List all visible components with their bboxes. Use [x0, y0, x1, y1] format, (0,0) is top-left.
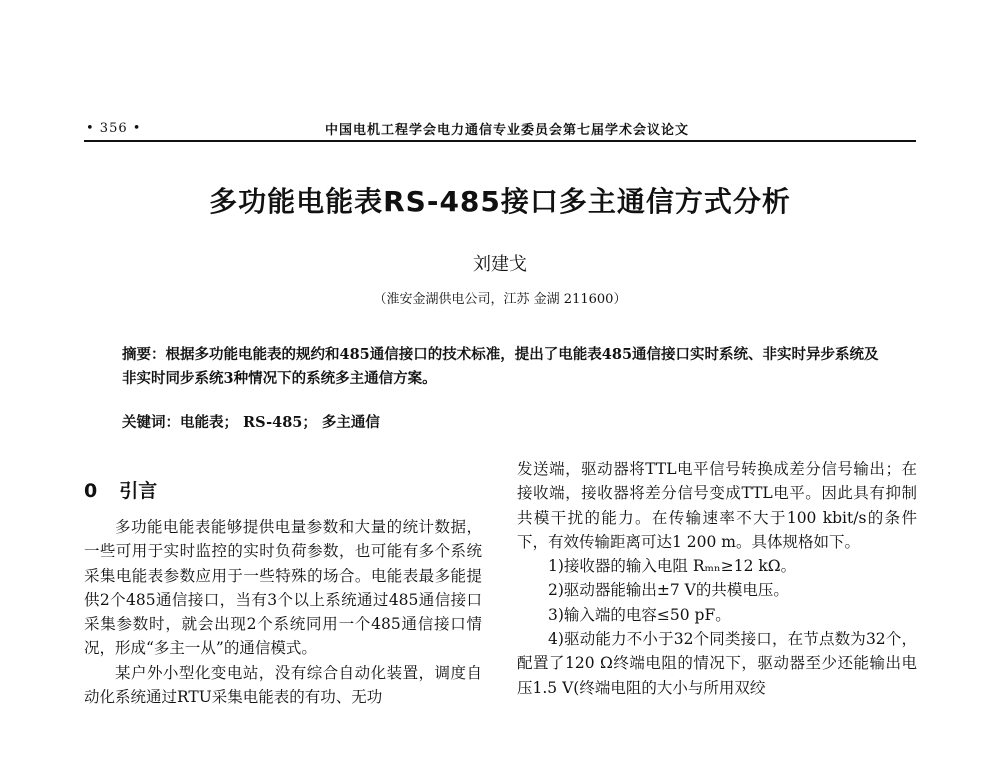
conference-header: 中国电机工程学会电力通信专业委员会第七届学术会议论文	[325, 123, 690, 138]
left-column	[84, 515, 482, 709]
rs485-paragraph: 发送端，驱动器将TTL电平信号转换成差分信号输出；在接收端，接收器将差分信号变成TTL电平。因此具有抑制共模干扰的能力。在传输速率不大于100 kbit/s的条件下，有效传输距离可达1 200 m。具体规格如下。	[517, 460, 917, 551]
header-rule	[84, 140, 916, 142]
author: 刘建戈	[473, 254, 527, 275]
abstract-text: 根据多功能电能表的规约和485通信接口的技术标准，提出了电能表485通信接口实时系统、非实时异步系统及非实时同步系统3种情况下的系统多主通信方案。	[122, 346, 879, 387]
spec-item-3: 3)输入端的电容≤50 pF。	[548, 605, 731, 624]
section-title: 引言	[119, 480, 158, 502]
paper-title: 多功能电能表RS-485接口多主通信方式分析	[209, 185, 791, 218]
right-column	[517, 457, 917, 700]
spec-item-4: 4)驱动能力不小于32个同类接口，在节点数为32个，配置了120 Ω终端电阻的情况下，驱动器至少还能输出电压1.5 V(终端电阻的大小与所用双绞	[517, 630, 917, 697]
keywords	[122, 411, 882, 432]
keywords-label: 关键词：	[122, 415, 180, 431]
intro-paragraph-1: 多功能电能表能够提供电量参数和大量的统计数据，一些可用于实时监控的实时负荷参数，也可能有多个系统采集电能表参数应用于一些特殊的场合。电能表最多能提供2个485通信接口，当有3个以上系统通过485通信接口采集参数时，就会出现2个系统同用一个485通信接口情况，形成“多主一从”的通信模式。	[84, 518, 482, 658]
affiliation: （淮安金湖供电公司，江苏 金湖 211600）	[373, 292, 627, 307]
page-number: • 356 •	[86, 121, 142, 136]
spec-item-1: 1)接收器的输入电阻 Rₘₙ≥12 kΩ。	[548, 557, 797, 576]
intro-paragraph-2: 某户外小型化变电站，没有综合自动化装置，调度自动化系统通过RTU采集电能表的有功、无功	[84, 663, 482, 707]
abstract-label: 摘要：	[122, 347, 166, 363]
keywords-text: 电能表； RS-485； 多主通信	[180, 414, 380, 431]
abstract	[122, 343, 882, 391]
section-number: 0	[84, 480, 98, 502]
section-heading	[84, 476, 179, 503]
spec-item-2: 2)驱动器能输出±7 V的共模电压。	[548, 581, 789, 600]
